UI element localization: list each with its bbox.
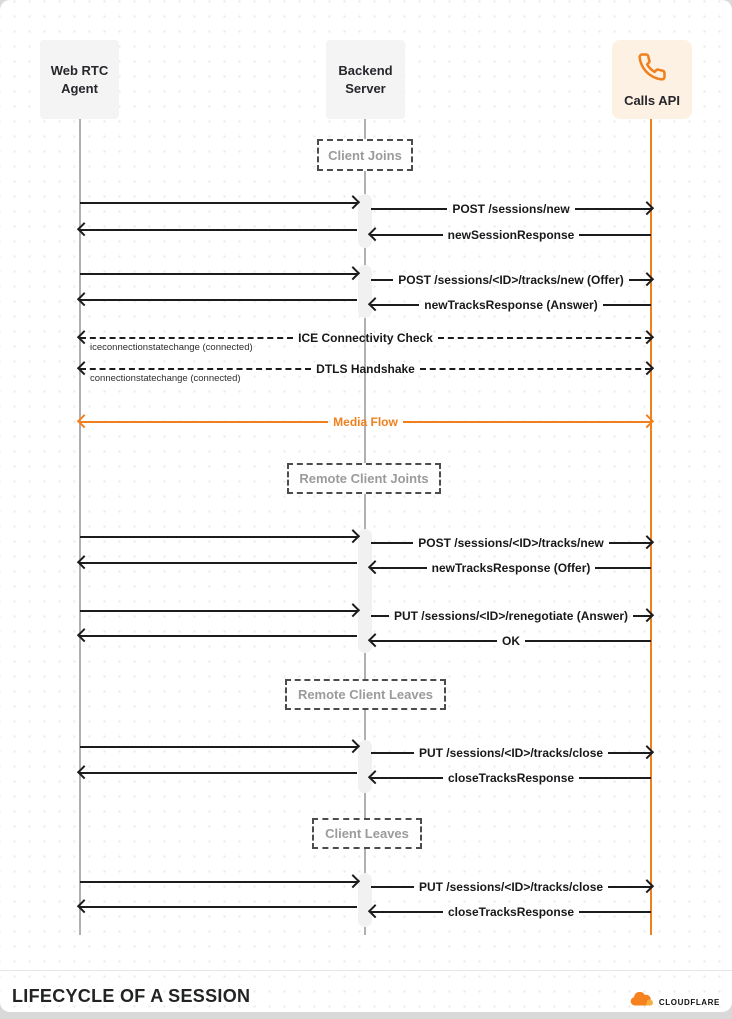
message-label: newSessionResponse bbox=[447, 228, 575, 242]
arrowhead-left-icon bbox=[77, 899, 91, 913]
message-new-session-response bbox=[371, 225, 651, 245]
message-new-tracks-response-offer bbox=[371, 558, 651, 578]
actor-calls-api-label: Calls API bbox=[624, 93, 680, 109]
message-close-tracks-response bbox=[371, 902, 651, 922]
message-label: newTracksResponse (Answer) bbox=[424, 298, 598, 312]
cloudflare-logo bbox=[629, 992, 720, 1012]
response-line-backend-to-webrtc bbox=[80, 763, 357, 783]
request-line-webrtc-to-backend bbox=[80, 872, 357, 892]
actor-webrtc-agent bbox=[40, 40, 119, 119]
message-put-tracks-close bbox=[371, 877, 651, 897]
arrowhead-left-icon bbox=[368, 633, 382, 647]
cloudflare-cloud-icon bbox=[629, 992, 656, 1012]
section-remote-client-leaves-label: Remote Client Leaves bbox=[297, 687, 434, 702]
message-post-tracks-new-offer bbox=[371, 270, 651, 290]
message-put-renegotiate-answer bbox=[371, 606, 651, 626]
message-label: newTracksResponse (Offer) bbox=[431, 561, 591, 575]
actor-webrtc-agent-label: Web RTC Agent bbox=[50, 62, 109, 96]
section-remote-client-leaves bbox=[285, 679, 446, 710]
message-post-sessions-new bbox=[371, 199, 651, 219]
section-client-leaves bbox=[312, 818, 422, 849]
arrow-line bbox=[80, 202, 357, 204]
actor-backend-server bbox=[326, 40, 405, 119]
message-close-tracks-response bbox=[371, 768, 651, 788]
request-line-webrtc-to-backend bbox=[80, 601, 357, 621]
arrowhead-left-icon bbox=[368, 770, 382, 784]
phone-icon bbox=[637, 52, 667, 82]
message-label: PUT /sessions/<ID>/tracks/close bbox=[418, 746, 604, 760]
message-label: POST /sessions/new bbox=[452, 202, 570, 216]
ice-state-sublabel: iceconnectionstatechange (connected) bbox=[90, 342, 253, 353]
section-client-leaves-label: Client Leaves bbox=[325, 826, 409, 841]
dtls-state-sublabel: connectionstatechange (connected) bbox=[90, 373, 241, 384]
arrowhead-left-icon bbox=[77, 330, 91, 344]
message-label: PUT /sessions/<ID>/tracks/close bbox=[418, 880, 604, 894]
section-remote-client-joints-label: Remote Client Joints bbox=[299, 471, 429, 486]
arrow-label: ICE Connectivity Check bbox=[298, 331, 433, 345]
arrowhead-left-icon bbox=[368, 560, 382, 574]
message-post-tracks-new bbox=[371, 533, 651, 553]
cloudflare-wordmark: CLOUDFLARE bbox=[658, 997, 720, 1007]
message-label: closeTracksResponse bbox=[447, 771, 575, 785]
message-label: POST /sessions/<ID>/tracks/new bbox=[418, 536, 604, 550]
request-line-webrtc-to-backend bbox=[80, 264, 357, 284]
arrow-label: DTLS Handshake bbox=[316, 362, 415, 376]
message-ok bbox=[371, 631, 651, 651]
response-line-backend-to-webrtc bbox=[80, 897, 357, 917]
message-put-tracks-close bbox=[371, 743, 651, 763]
activation-bar bbox=[358, 740, 372, 793]
arrowhead-left-icon bbox=[77, 361, 91, 375]
arrowhead-left-icon bbox=[77, 765, 91, 779]
arrowhead-left-icon bbox=[77, 222, 91, 236]
message-new-tracks-response-answer bbox=[371, 295, 651, 315]
response-line-backend-to-webrtc bbox=[80, 626, 357, 646]
activation-bar bbox=[358, 529, 372, 653]
section-client-joins-label: Client Joins bbox=[328, 147, 402, 163]
arrow-media-flow bbox=[80, 412, 651, 432]
actor-calls-api bbox=[612, 40, 692, 119]
arrowhead-left-icon bbox=[77, 555, 91, 569]
arrowhead-left-icon bbox=[368, 227, 382, 241]
request-line-webrtc-to-backend bbox=[80, 193, 357, 213]
response-line-backend-to-webrtc bbox=[80, 553, 357, 573]
arrow-label: Media Flow bbox=[333, 415, 398, 429]
arrowhead-left-icon bbox=[77, 292, 91, 306]
arrowhead-left-icon bbox=[77, 628, 91, 642]
request-line-webrtc-to-backend bbox=[80, 737, 357, 757]
request-line-webrtc-to-backend bbox=[80, 527, 357, 547]
arrowhead-left-icon bbox=[368, 904, 382, 918]
arrowhead-left-icon bbox=[368, 297, 382, 311]
section-client-joins bbox=[317, 139, 413, 171]
message-label: closeTracksResponse bbox=[447, 905, 575, 919]
actor-backend-server-label: Backend Server bbox=[338, 62, 393, 96]
arrowhead-left-icon bbox=[77, 414, 91, 428]
page-title: LIFECYCLE OF A SESSION bbox=[12, 986, 251, 1006]
message-label: PUT /sessions/<ID>/renegotiate (Answer) bbox=[393, 609, 629, 623]
footer-divider bbox=[0, 970, 732, 971]
response-line-backend-to-webrtc bbox=[80, 290, 357, 310]
section-remote-client-joints bbox=[287, 463, 441, 494]
message-label: OK bbox=[502, 634, 520, 648]
message-label: POST /sessions/<ID>/tracks/new (Offer) bbox=[398, 273, 624, 287]
response-line-backend-to-webrtc bbox=[80, 220, 357, 240]
